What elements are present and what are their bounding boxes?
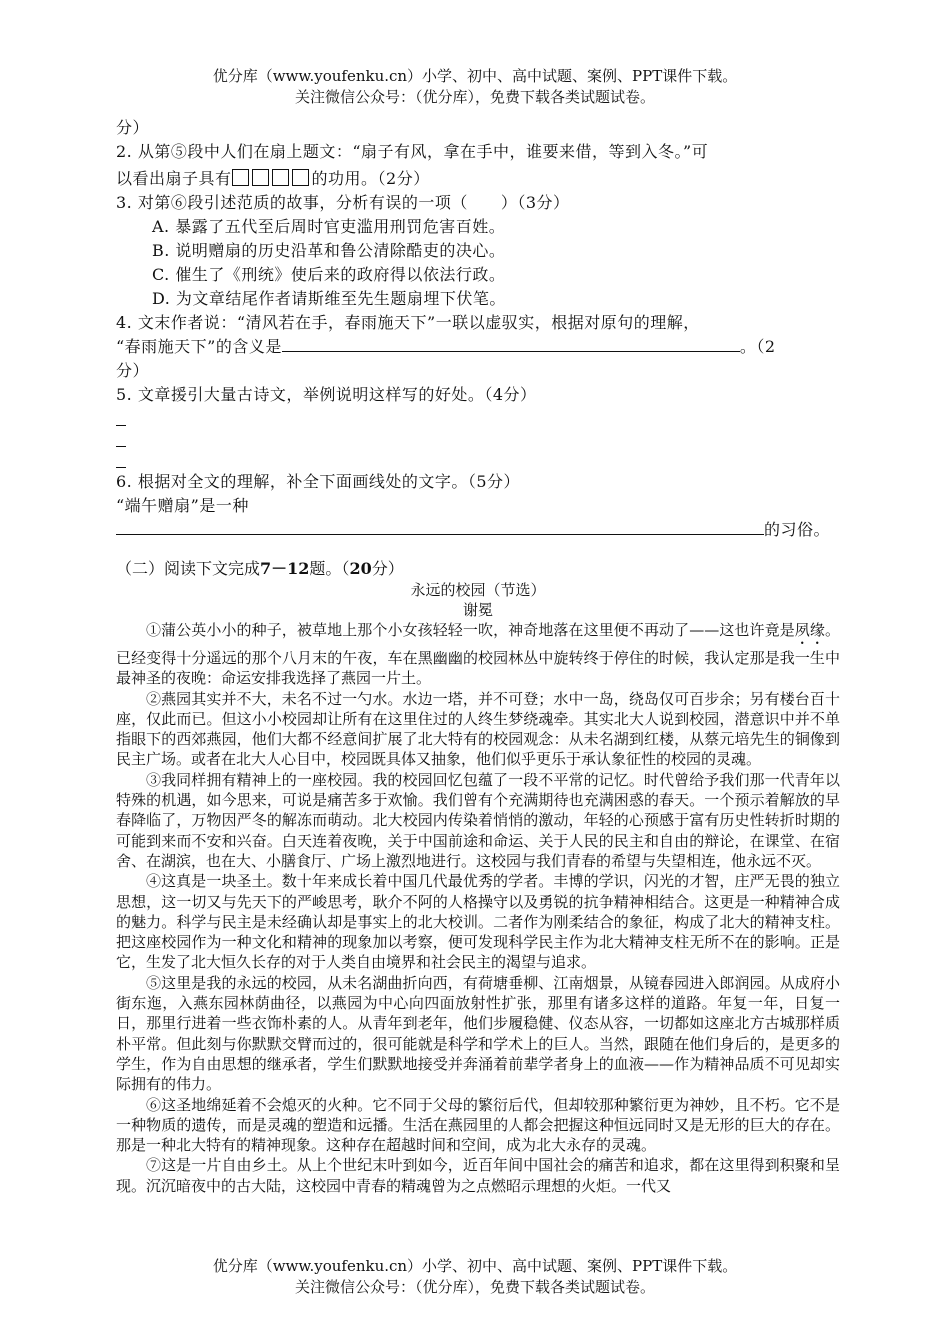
article-author: 谢冕 — [462, 601, 493, 619]
q2-prefix: 以看出扇子具有 — [116, 169, 232, 188]
section-heading — [116, 558, 840, 580]
section-heading-pre: （二）阅读下文完成 — [116, 559, 261, 578]
article-title: 永远的校园（节选） — [410, 581, 546, 599]
paragraph-2: ②燕园其实并不大，未名不过一勺水。水边一塔，并不可登；水中一岛，绕岛仅可百步余；另有楼台百十座，仅此而已。但这小小校园却让所有在这里住过的人终生梦绕魂牵。其实北大人说到校园，潜意识中并不单指眼下的西郊燕园，他们大都不经意间扩展了北大特有的校园观念：从未名湖到红楼，从蔡元培先生的铜像到民主广场。或者在北大人心目中，校园既具体又抽象，他们似乎更乐于承认象征性的校园的灵魂。 — [116, 689, 840, 769]
q3-option-a: A. 暴露了五代至后周时官吏滥用刑罚危害百姓。 — [152, 217, 506, 236]
q3-option-d: D. 为文章结尾作者请斯维至先生题扇埋下伏笔。 — [152, 289, 506, 308]
q6-suffix: 的习俗。 — [764, 520, 831, 539]
paragraph-1-part-a: ①蒲公英小小的种子，被草地上那个小女孩轻轻一吹，神奇地落在这里便不再动了——这也许竟是 — [146, 621, 795, 639]
q1-tail: 分） — [116, 118, 150, 137]
q5-answer-line-2[interactable] — [116, 432, 126, 447]
article-body — [116, 620, 840, 1196]
page-footer — [0, 1256, 950, 1298]
page-content — [116, 116, 840, 1196]
paragraph-7: ⑦这是一片自由乡土。从上个世纪末叶到如今，近百年间中国社会的痛苦和追求，都在这里得到积聚和呈现。沉沉暗夜中的古大陆，这校园中青春的精魂曾为之点燃昭示理想的火炬。一代又 — [116, 1156, 840, 1195]
q5-answer-line-3[interactable] — [116, 453, 126, 468]
section-heading-range: 7－12 — [260, 559, 310, 578]
q3-option-c: C. 催生了《刑统》使后来的政府得以依法行政。 — [152, 265, 506, 284]
paragraph-3: ③我同样拥有精神上的一座校园。我的校园回忆包蕴了一段不平常的记忆。时代曾给予我们那一代青年以特殊的机遇，如今思来，可说是痛苦多于欢愉。我们曾有个充满期待也充满困惑的春天。一个预示着解放的早春降临了，万物因严冬的解冻而萌动。北大校园内传染着悄悄的激动，年轻的心预感于富有历史性转折时期的可能到来而不安和兴奋。白天连着夜晚，关于中国前途和命运、关于人民的民主和自由的辩论，在课堂、在宿舍、在湖滨，也在大、小膳食厅、广场上激烈地进行。这校园与我们青春的希望与失望相连，他永远不灭。 — [116, 770, 840, 870]
q2-line-1: 2. 从第⑤段中人们在扇上题文：“扇子有风，拿在手中，谁要来借，等到入冬。”可 — [116, 142, 709, 161]
paragraph-6: ⑥这圣地绵延着不会熄灭的火种。它不同于父母的繁衍后代，但却较那种繁衍更为神妙，且不朽。它不是一种物质的遗传，而是灵魂的塑造和远播。生活在燕园里的人都会把握这种恒远同时又是无形的巨大的存在。那是一种北大特有的精神现象。这种存在超越时间和空间，成为北大永存的灵魂。 — [116, 1095, 840, 1155]
paragraph-4: ④这真是一块圣土。数十年来成长着中国几代最优秀的学者。丰博的学识，闪光的才智，庄严无畏的独立思想，这一切又与先天下的严峻思考，耿介不阿的人格操守以及勇锐的抗争精神相结合。这更是一种精神合成的魅力。科学与民主是未经确认却是事实上的北大校训。二者作为刚柔结合的象征，构成了北大的精神支柱。把这座校园作为一种文化和精神的现象加以考察，便可发现科学民主作为北大精神支柱无所不在的影响。正是它，生发了北大恒久长存的对于人类自由境界和社会民主的渴望与追求。 — [116, 872, 840, 972]
paragraph-5: ⑤这里是我的永远的校园，从未名湖曲折向西，有荷塘垂柳、江南烟景，从镜春园进入郎润园。从成府小街东迤，入燕东园林荫曲径，以燕园为中心向四面放射性扩张，那里有诸多这样的道路。年复一年，日复一日，那里行进着一些衣饰朴素的人。从青年到老年，他们步履稳健、仪态从容，一切都如这座北方古城那样质朴平常。但此刻与你默默交臂而过的，很可能就是科学和学术上的巨人。当然，跟随在他们身后的，是更多的学生，作为自由思想的继承者，学生们默默地接受并奔涌着前辈学者身上的血液——作为精神品质不可见却实际拥有的伟力。 — [116, 973, 840, 1094]
q4-prefix: “春雨施天下”的含义是 — [116, 337, 282, 356]
footer-line-2: 关注微信公众号：（优分库），免费下载各类试题试卷。 — [294, 1278, 655, 1296]
paragraph-1-part-b: 。已经变得十分遥远的那个八月末的午夜，车在黑幽幽的校园林丛中旋转终于停住的时候，我认定那是我一生中最神圣的夜晚：命运安排我选择了燕园一片土。 — [116, 621, 840, 688]
header-line-2: 关注微信公众号：（优分库），免费下载各类试题试卷。 — [294, 88, 655, 106]
q6-line-2: “端午赠扇”是一种 — [116, 496, 249, 515]
q4-line-3: 分） — [116, 361, 150, 380]
q6-answer-line[interactable] — [116, 518, 764, 535]
q2-suffix: 的功用。（2分） — [311, 169, 430, 188]
answer-box-3[interactable] — [272, 169, 289, 186]
q6-line-3 — [116, 518, 840, 542]
q6-stem: 6. 根据对全文的理解，补全下面画线处的文字。（5分） — [116, 472, 521, 491]
emphasized-word: 夙缘 — [794, 621, 825, 639]
q4-line-2 — [116, 335, 840, 359]
page-header — [0, 66, 950, 108]
q2-line-2 — [116, 167, 840, 191]
q3-option-b: B. 说明赠扇的历史沿革和鲁公清除酷吏的决心。 — [152, 241, 506, 260]
answer-box-2[interactable] — [252, 169, 269, 186]
section-heading-post: 分） — [371, 559, 404, 578]
q4-answer-line[interactable] — [282, 335, 740, 352]
q5-answer-line-1[interactable] — [116, 411, 126, 426]
answer-box-1[interactable] — [232, 169, 249, 186]
header-line-1: 优分库（www.youfenku.cn）小学、初中、高中试题、案例、PPT课件下载。 — [212, 67, 738, 85]
q3-stem: 3. 对第⑥段引述范质的故事，分析有误的一项（ ）（3分） — [116, 193, 570, 212]
q4-suffix: 。（2 — [739, 337, 776, 356]
question-block — [116, 116, 840, 542]
answer-box-4[interactable] — [292, 169, 309, 186]
section-heading-score: 20 — [349, 559, 372, 578]
section-heading-mid: 题。（ — [309, 559, 350, 578]
footer-line-1: 优分库（www.youfenku.cn）小学、初中、高中试题、案例、PPT课件下载。 — [212, 1257, 738, 1275]
q4-line-1: 4. 文末作者说：“清风若在手，春雨施天下”一联以虚驭实，根据对原句的理解， — [116, 313, 700, 332]
q5-stem: 5. 文章援引大量古诗文，举例说明这样写的好处。（4分） — [116, 385, 537, 404]
paragraph-1 — [116, 620, 840, 689]
